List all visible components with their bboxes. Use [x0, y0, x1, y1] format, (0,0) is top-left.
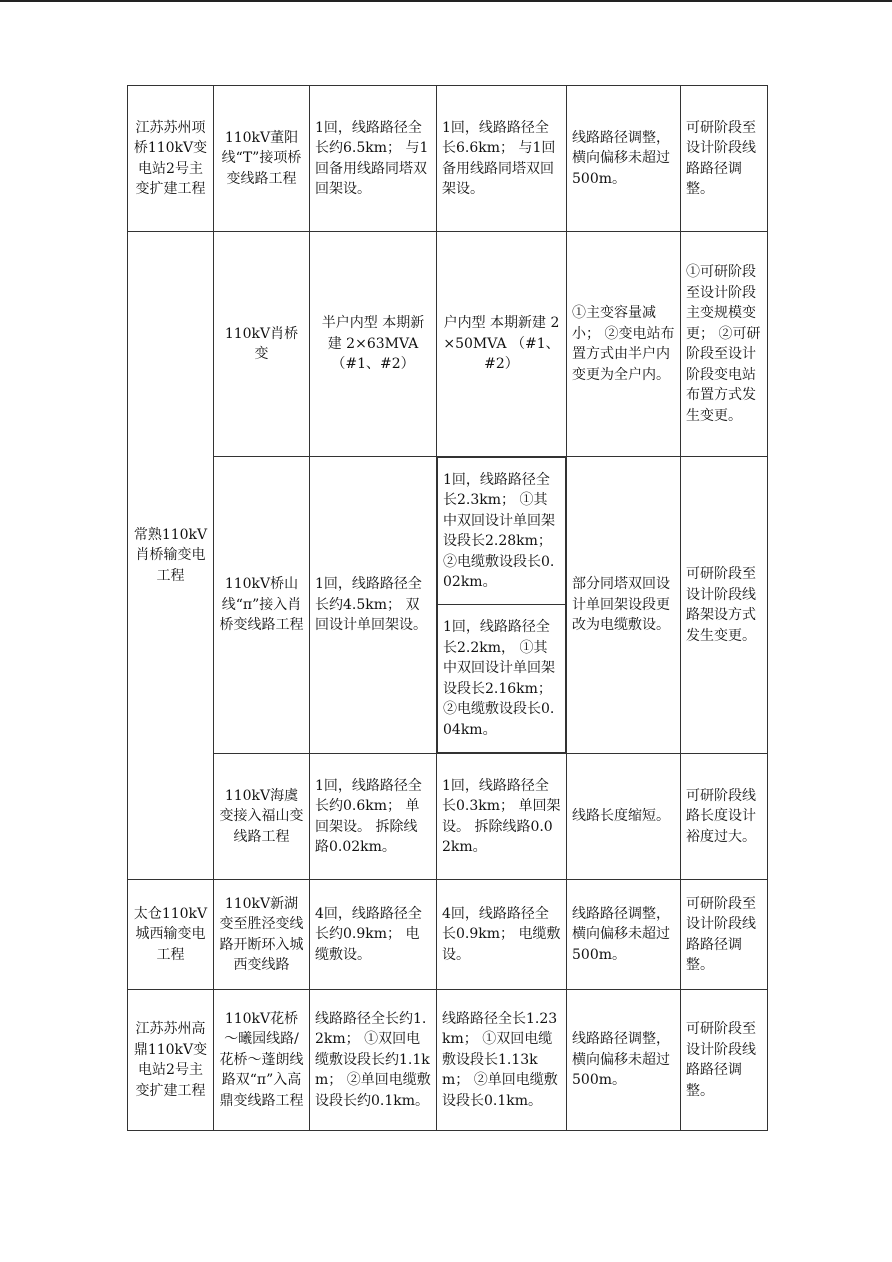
- table-row: [128, 754, 768, 880]
- change-cell: 线路路径调整，横向偏移未超过500m。: [567, 880, 681, 990]
- after-cell-part-b: 1回，线路路径全长2.2km， ①其中双回设计单回架设段长2.16km； ②电缆敷设段长0.04km。: [438, 605, 566, 753]
- table-row: [128, 232, 768, 457]
- change-cell: 线路路径调整，横向偏移未超过500m。: [567, 990, 681, 1131]
- subproject-cell: 110kV桥山线“π”接入肖桥变线路工程: [214, 457, 310, 754]
- reason-cell: 可研阶段至设计阶段线路路径调整。: [681, 990, 768, 1131]
- subproject-cell: 110kV肖桥变: [214, 232, 310, 457]
- table-row: [128, 457, 768, 754]
- change-cell: 线路路径调整，横向偏移未超过500m。: [567, 86, 681, 232]
- subproject-cell: 110kV董阳线“T”接项桥变线路工程: [214, 86, 310, 232]
- after-cell: 户内型 本期新建 2×50MVA （#1、#2）: [437, 232, 567, 457]
- after-cell: 1回，线路路径全长0.3km； 单回架设。 拆除线路0.02km。: [437, 754, 567, 880]
- after-cell: 线路路径全长1.23km； ①双回电缆敷设段长1.13km； ②单回电缆敷设段长0.1km。: [437, 990, 567, 1131]
- subproject-cell: 110kV新湖变至胜泾变线路开断环入城西变线路: [214, 880, 310, 990]
- table-row: [128, 880, 768, 990]
- reason-cell: ①可研阶段至设计阶段主变规模变更； ②可研阶段至设计阶段变电站布置方式发生变更。: [681, 232, 768, 457]
- reason-cell: 可研阶段至设计阶段线路路径调整。: [681, 86, 768, 232]
- change-cell: 部分同塔双回设计单回架设段更改为电缆敷设。: [567, 457, 681, 754]
- project-cell: 江苏苏州项桥110kV变电站2号主变扩建工程: [128, 86, 214, 232]
- before-cell: 线路路径全长约1.2km； ①双回电缆敷设段长约1.1km； ②单回电缆敷设段长约0.1km。: [310, 990, 437, 1131]
- after-cell: 4回，线路路径全长0.9km； 电缆敷设。: [437, 880, 567, 990]
- project-cell: 江苏苏州高鼎110kV变电站2号主变扩建工程: [128, 990, 214, 1131]
- after-cell-part-a: 1回，线路路径全长2.3km； ①其中双回设计单回架设段长2.28km； ②电缆敷设段长0.02km。: [438, 458, 566, 605]
- change-cell: 线路长度缩短。: [567, 754, 681, 880]
- before-cell: 1回，线路路径全长约6.5km； 与1回备用线路同塔双回架设。: [310, 86, 437, 232]
- after-cell-split: [437, 457, 567, 754]
- reason-cell: 可研阶段至设计阶段线路路径调整。: [681, 880, 768, 990]
- table-row: [128, 990, 768, 1131]
- change-table: [127, 85, 768, 1131]
- reason-cell: 可研阶段至设计阶段线路架设方式发生变更。: [681, 457, 768, 754]
- change-cell: ①主变容量减小； ②变电站布置方式由半户内变更为全户内。: [567, 232, 681, 457]
- reason-cell: 可研阶段线路长度设计裕度过大。: [681, 754, 768, 880]
- table-row: [128, 86, 768, 232]
- page-top-rule: [0, 0, 892, 2]
- subproject-cell: 110kV海虞变接入福山变线路工程: [214, 754, 310, 880]
- project-cell: 常熟110kV肖桥输变电工程: [128, 232, 214, 880]
- before-cell: 1回，线路路径全长约4.5km； 双回设计单回架设。: [310, 457, 437, 754]
- after-cell: 1回，线路路径全长6.6km； 与1回备用线路同塔双回架设。: [437, 86, 567, 232]
- before-cell: 4回，线路路径全长约0.9km； 电缆敷设。: [310, 880, 437, 990]
- subproject-cell: 110kV花桥～曦园线路/花桥～蓬朗线路双“π”入高鼎变线路工程: [214, 990, 310, 1131]
- before-cell: 半户内型 本期新建 2×63MVA （#1、#2）: [310, 232, 437, 457]
- before-cell: 1回，线路路径全长约0.6km； 单回架设。 拆除线路0.02km。: [310, 754, 437, 880]
- project-cell: 太仓110kV城西输变电工程: [128, 880, 214, 990]
